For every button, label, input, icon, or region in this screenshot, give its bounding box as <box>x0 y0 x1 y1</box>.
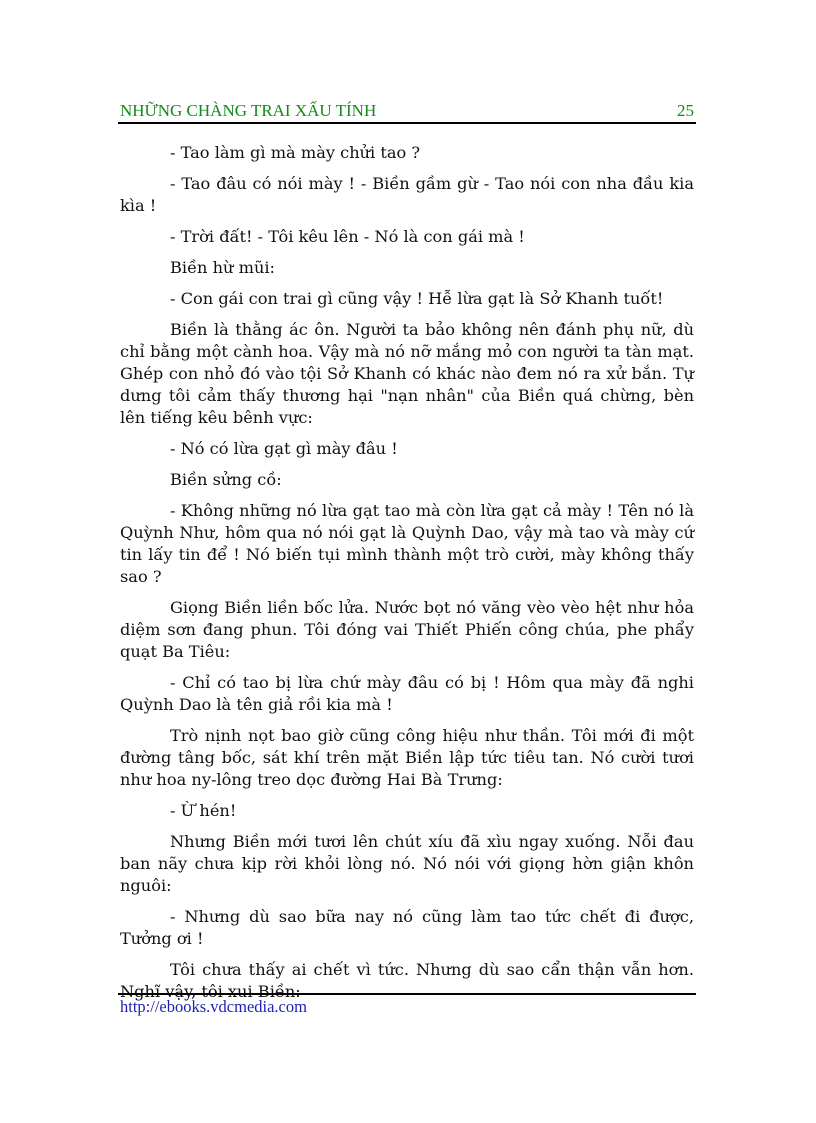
paragraph: - Trời đất! - Tôi kêu lên - Nó là con gái mà ! <box>170 227 525 246</box>
paragraph: - Chỉ có tao bị lừa chứ mày đâu có bị ! Hôm qua mày đã nghi Quỳnh Dao là tên giả rồi kia mà ! <box>120 673 694 714</box>
paragraph: - Ừ hén! <box>170 801 237 820</box>
paragraph: - Con gái con trai gì cũng vậy ! Hễ lừa gạt là Sở Khanh tuốt! <box>170 289 664 308</box>
paragraph: - Tao đâu có nói mày ! - Biền gầm gừ - Tao nói con nha đầu kia kìa ! <box>120 174 694 215</box>
paragraph: Biền sửng cồ: <box>170 470 282 489</box>
paragraph: Nhưng Biền mới tươi lên chút xíu đã xìu ngay xuống. Nỗi đau ban nãy chưa kịp rời khỏi lòng nó. Nó nói với giọng hờn giận khôn nguôi: <box>120 832 694 895</box>
book-title: NHỮNG CHÀNG TRAI XẤU TÍNH <box>120 101 377 120</box>
paragraph: - Tao làm gì mà mày chửi tao ? <box>170 143 421 162</box>
body-text <box>120 142 694 1012</box>
page-number: 25 <box>677 101 694 120</box>
paragraph: Tôi chưa thấy ai chết vì tức. Nhưng dù sao cẩn thận vẫn hơn. Nghĩ vậy, tôi xui Biền: <box>120 960 694 1001</box>
footer-divider <box>118 993 696 995</box>
header-divider <box>118 122 696 124</box>
paragraph: Giọng Biền liền bốc lửa. Nước bọt nó văng vèo vèo hệt như hỏa diệm sơn đang phun. Tôi đóng vai Thiết Phiến công chúa, phe phẩy quạt Ba Tiêu: <box>120 598 694 661</box>
paragraph: Biền là thằng ác ôn. Người ta bảo không nên đánh phụ nữ, dù chỉ bằng một cành hoa. Vậy mà nó nỡ mắng mỏ con người ta tàn mạt. Ghép con nhỏ đó vào tội Sở Khanh có khác nào đem nó ra xử bắn. Tự dưng tôi cảm thấy thương hại "nạn nhân" của Biền quá chừng, bèn lên tiếng kêu bênh vực: <box>120 320 694 427</box>
paragraph: - Không những nó lừa gạt tao mà còn lừa gạt cả mày ! Tên nó là Quỳnh Như, hôm qua nó nói gạt là Quỳnh Dao, vậy mà tao và mày cứ tin lấy tin để ! Nó biến tụi mình thành một trò cười, mày không thấy sao ? <box>120 501 694 586</box>
paragraph: - Nó có lừa gạt gì mày đâu ! <box>170 439 398 458</box>
paragraph: Trò nịnh nọt bao giờ cũng công hiệu như thần. Tôi mới đi một đường tâng bốc, sát khí trên mặt Biền lập tức tiêu tan. Nó cười tươi như hoa ny-lông treo dọc đường Hai Bà Trưng: <box>120 726 694 789</box>
paragraph: Biền hừ mũi: <box>170 258 276 277</box>
running-header <box>120 101 696 121</box>
footer-link[interactable]: http://ebooks.vdcmedia.com <box>120 997 307 1016</box>
paragraph: - Nhưng dù sao bữa nay nó cũng làm tao tức chết đi được, Tưởng ơi ! <box>120 907 694 948</box>
